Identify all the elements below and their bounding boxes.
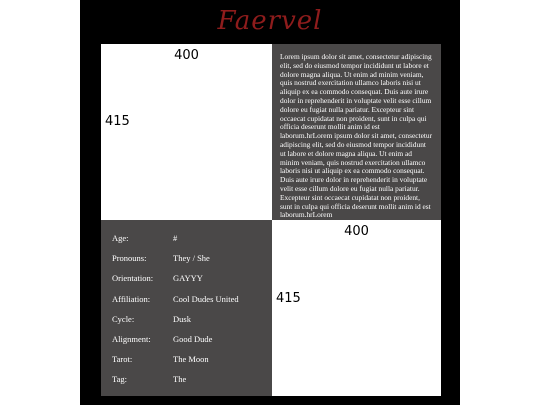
bio-text-panel (272, 44, 441, 220)
bio-text: Lorem ipsum dolor sit amet, consectetur adipiscing elit, sed do eiusmod tempor incididunt ut labore et dolore magna aliqua. Ut enim ad minim veniam, quis nostrud exercitation ullamco laboris nisi ut aliquip ex ea commodo consequat. Duis aute irure dolor in reprehenderit in voluptate velit esse cillum dolore eu fugiat nulla pariatur. Excepteur sint occaecat cupidatat non proident, sunt in culpa qui officia deserunt mollit anim id est laborum.hrLorem ipsum dolor sit amet, consectetur adipiscing elit, sed do eiusmod tempor incididunt ut labore et dolore magna aliqua. Ut enim ad minim veniam, quis nostrud exercitation ullamco laboris nisi ut aliquip ex ea commodo consequat. Duis aute irure dolor in reprehenderit in voluptate velit esse cillum dolore eu fugiat nulla pariatur. Excepteur sint occaecat cupidatat non proident, sunt in culpa qui officia deserunt mollit anim id est laborum.hrLorem (280, 52, 433, 220)
info-value: The (173, 374, 187, 385)
image-placeholder-top-left (101, 44, 272, 220)
info-row-orientation (112, 273, 272, 293)
info-label: Orientation: (112, 273, 154, 284)
info-panel (101, 220, 272, 396)
profile-grid (101, 44, 441, 396)
info-value: Good Dude (173, 333, 213, 344)
info-row-affiliation (112, 294, 272, 314)
placeholder-height-label: 415 (276, 291, 301, 306)
info-row-cycle (112, 314, 272, 334)
info-row-age (112, 233, 272, 253)
info-value: The Moon (173, 354, 209, 365)
info-value: They / She (173, 253, 210, 264)
info-value: # (173, 233, 178, 243)
placeholder-width-label: 400 (344, 224, 369, 239)
info-label: Age: (112, 233, 129, 243)
info-label: Pronouns: (112, 253, 147, 264)
page-title: Faervel (217, 6, 323, 36)
info-label: Tarot: (112, 354, 133, 365)
image-placeholder-bottom-right (272, 220, 441, 396)
info-label: Affiliation: (112, 293, 151, 304)
info-value: GAYYY (173, 273, 203, 284)
info-label: Cycle: (112, 313, 135, 324)
info-row-pronouns (112, 253, 272, 273)
info-value: Cool Dudes United (173, 293, 239, 304)
info-row-alignment (112, 334, 272, 354)
info-value: Dusk (173, 313, 191, 324)
info-row-tarot (112, 354, 272, 374)
info-label: Tag: (112, 374, 127, 385)
placeholder-width-label: 400 (174, 48, 199, 63)
info-row-tag (112, 374, 272, 394)
placeholder-height-label: 415 (105, 114, 130, 129)
info-label: Alignment: (112, 333, 151, 344)
